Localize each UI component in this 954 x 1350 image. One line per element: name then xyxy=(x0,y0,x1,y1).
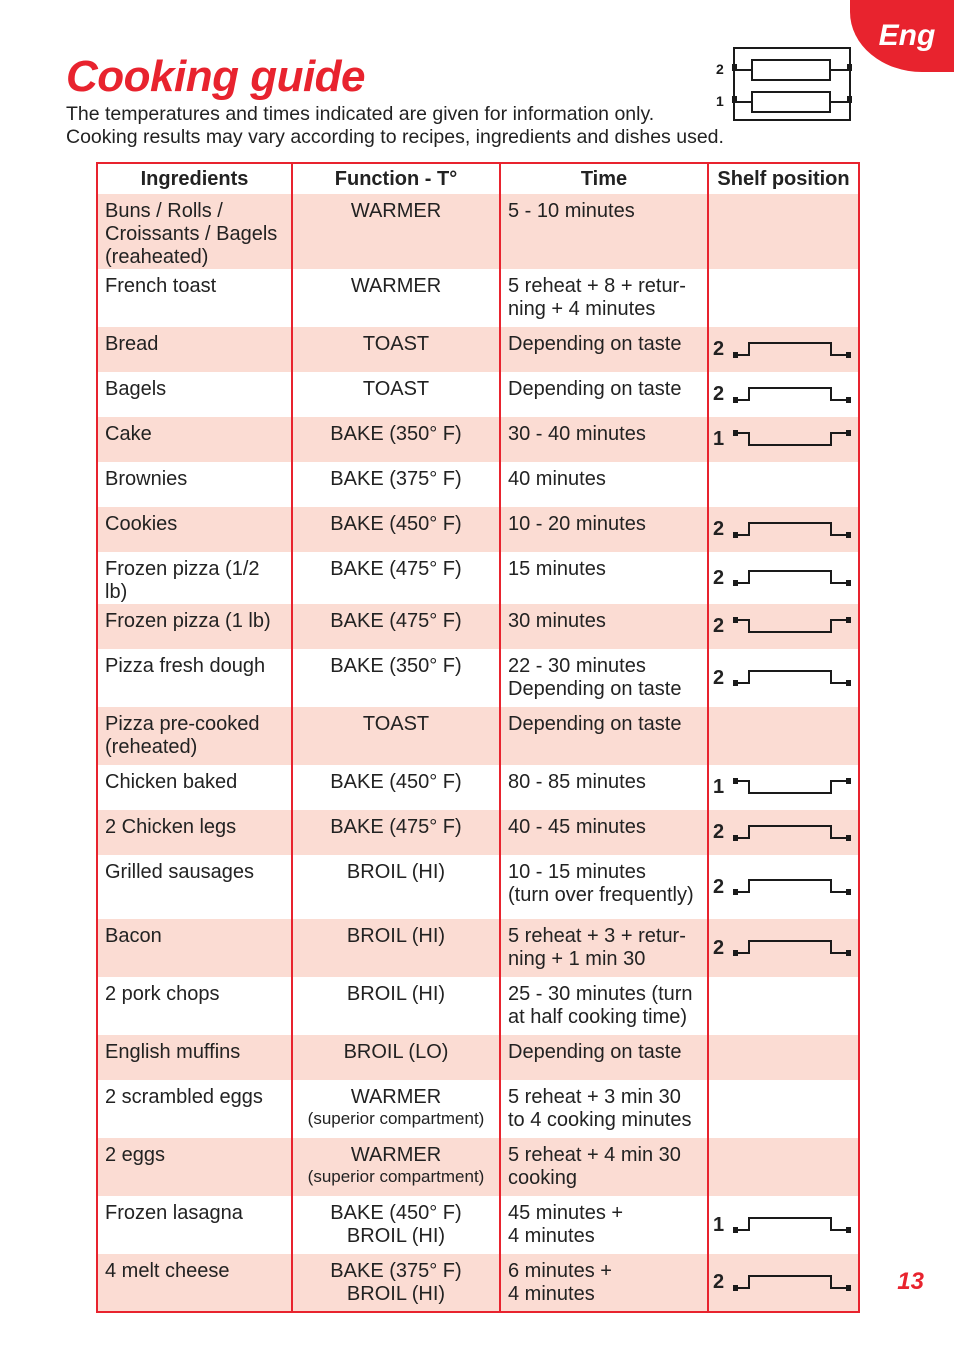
time-line: 6 minutes + xyxy=(508,1260,612,1282)
shelf-cell xyxy=(708,919,859,977)
time-cell xyxy=(500,417,708,462)
shelf-legend-upper: 2 xyxy=(716,61,724,77)
rack-low-icon xyxy=(733,666,853,690)
function-cell xyxy=(292,327,500,372)
shelf-cell xyxy=(708,1196,859,1254)
function-line: BROIL (HI) xyxy=(346,1225,446,1247)
time-cell xyxy=(500,269,708,327)
time-line: Depending on taste xyxy=(508,678,682,700)
rack-low-icon xyxy=(733,383,853,407)
shelf-cell xyxy=(708,327,859,372)
function-cell xyxy=(292,1196,500,1254)
time-cell xyxy=(500,977,708,1035)
ingredient-cell xyxy=(97,462,292,507)
rack-low-icon xyxy=(733,1271,853,1295)
shelf-number: 2 xyxy=(713,666,725,689)
shelf-cell xyxy=(708,417,859,462)
time-line: 10 - 20 minutes xyxy=(508,513,646,535)
table-row xyxy=(97,372,859,417)
language-label: Eng xyxy=(878,19,936,52)
function-cell xyxy=(292,604,500,649)
ingredient-line: 2 pork chops xyxy=(105,983,220,1005)
rack-high-icon xyxy=(733,428,853,452)
table-row xyxy=(97,507,859,552)
function-note: (superior compartment) xyxy=(307,1167,485,1186)
header-time: Time xyxy=(500,163,708,194)
oven-shelf-diagram-icon xyxy=(710,44,860,124)
function-line: BROIL (LO) xyxy=(343,1041,449,1063)
time-line: 30 - 40 minutes xyxy=(508,423,646,445)
rack-low-icon xyxy=(733,875,853,899)
function-cell xyxy=(292,810,500,855)
time-line: 40 - 45 minutes xyxy=(508,816,646,838)
time-line: to 4 cooking minutes xyxy=(508,1109,692,1131)
rack-high-icon xyxy=(733,615,853,639)
shelf-indicator xyxy=(713,507,854,552)
time-cell xyxy=(500,372,708,417)
shelf-number: 1 xyxy=(713,428,725,450)
function-line: BAKE (450° F) xyxy=(330,513,462,535)
ingredient-line: Cookies xyxy=(105,513,178,535)
table-row xyxy=(97,194,859,269)
shelf-indicator xyxy=(713,417,854,462)
function-note: (superior compartment) xyxy=(307,1109,485,1128)
ingredient-line: Frozen pizza (1 lb) xyxy=(105,610,271,632)
function-line: WARMER xyxy=(350,275,442,297)
page-title: Cooking guide xyxy=(66,52,366,101)
table-row xyxy=(97,604,859,649)
shelf-legend-lower: 1 xyxy=(716,93,724,109)
table-row xyxy=(97,417,859,462)
ingredient-line: Bacon xyxy=(105,925,162,947)
function-line: BAKE (475° F) xyxy=(330,610,462,632)
table-row xyxy=(97,919,859,977)
time-line: 5 reheat + 8 + retur- xyxy=(508,275,686,297)
function-cell xyxy=(292,1035,500,1080)
ingredient-line: 2 eggs xyxy=(105,1144,166,1166)
time-cell xyxy=(500,1196,708,1254)
time-line: 25 - 30 minutes (turn xyxy=(508,983,693,1005)
ingredient-line: Chicken baked xyxy=(105,771,238,793)
time-line: at half cooking time) xyxy=(508,1006,687,1028)
ingredient-cell xyxy=(97,552,292,604)
function-cell xyxy=(292,1138,500,1196)
header-function: Function - T° xyxy=(292,163,500,194)
function-cell xyxy=(292,1254,500,1312)
ingredient-line: (reheated) xyxy=(105,736,198,758)
function-line: BROIL (HI) xyxy=(346,861,446,883)
language-tab xyxy=(850,0,954,72)
ingredient-line: English muffins xyxy=(105,1041,241,1063)
shelf-number: 2 xyxy=(713,821,725,843)
shelf-cell xyxy=(708,765,859,810)
time-cell xyxy=(500,855,708,919)
shelf-indicator xyxy=(713,810,854,855)
page-number: 13 xyxy=(897,1268,924,1295)
time-cell xyxy=(500,1080,708,1138)
intro-line-2: Cooking results may vary according to recipes, ingredients and dishes used. xyxy=(66,126,724,148)
ingredient-line: Pizza fresh dough xyxy=(105,655,266,677)
time-cell xyxy=(500,1035,708,1080)
time-line: cooking xyxy=(508,1167,577,1189)
function-cell xyxy=(292,977,500,1035)
ingredient-line: Buns / Rolls / xyxy=(105,200,223,222)
shelf-indicator xyxy=(713,649,854,707)
rack-low-icon xyxy=(733,936,853,960)
time-cell xyxy=(500,507,708,552)
function-cell xyxy=(292,765,500,810)
function-line: BROIL (HI) xyxy=(346,1283,446,1305)
time-cell xyxy=(500,649,708,707)
shelf-cell xyxy=(708,810,859,855)
ingredient-line: Bread xyxy=(105,333,159,355)
function-line: BAKE (350° F) xyxy=(330,423,462,445)
shelf-cell xyxy=(708,462,859,507)
table-row xyxy=(97,1138,859,1196)
ingredient-cell xyxy=(97,1254,292,1312)
time-line: ning + 4 minutes xyxy=(508,298,656,320)
function-cell xyxy=(292,269,500,327)
ingredient-cell xyxy=(97,417,292,462)
cooking-guide-table xyxy=(96,162,860,1313)
ingredient-cell xyxy=(97,604,292,649)
shelf-cell xyxy=(708,1035,859,1080)
shelf-number: 2 xyxy=(713,936,725,959)
function-line: BAKE (375° F) xyxy=(330,468,462,490)
ingredient-cell xyxy=(97,269,292,327)
table-row xyxy=(97,269,859,327)
function-line: BAKE (350° F) xyxy=(330,655,462,677)
shelf-cell xyxy=(708,649,859,707)
shelf-cell xyxy=(708,1080,859,1138)
table-row xyxy=(97,855,859,919)
time-line: (turn over frequently) xyxy=(508,884,694,906)
rack-low-icon xyxy=(733,566,853,590)
ingredient-line: Croissants / Bagels xyxy=(105,223,278,245)
time-cell xyxy=(500,462,708,507)
function-line: TOAST xyxy=(362,378,430,400)
time-line: 4 minutes xyxy=(508,1283,595,1305)
table-row xyxy=(97,1196,859,1254)
time-line: 5 reheat + 3 min 30 xyxy=(508,1086,681,1108)
ingredient-cell xyxy=(97,765,292,810)
function-cell xyxy=(292,194,500,269)
shelf-cell xyxy=(708,977,859,1035)
intro-line-1: The temperatures and times indicated are given for information only. xyxy=(66,103,655,125)
shelf-number: 2 xyxy=(713,566,725,589)
ingredient-cell xyxy=(97,1080,292,1138)
table-row xyxy=(97,552,859,604)
function-line: WARMER xyxy=(350,1144,442,1166)
ingredient-cell xyxy=(97,977,292,1035)
function-cell xyxy=(292,372,500,417)
function-line: BAKE (450° F) xyxy=(330,1202,462,1224)
time-line: Depending on taste xyxy=(508,378,682,400)
time-line: 10 - 15 minutes xyxy=(508,861,646,883)
ingredient-line: Frozen lasagna xyxy=(105,1202,243,1224)
table-row xyxy=(97,765,859,810)
function-line: BAKE (450° F) xyxy=(330,771,462,793)
table-row xyxy=(97,707,859,765)
rack-low-icon xyxy=(733,338,853,362)
shelf-number: 2 xyxy=(713,615,725,637)
ingredient-line: Bagels xyxy=(105,378,167,400)
ingredient-line: Pizza pre-cooked xyxy=(105,713,260,735)
rack-low-icon xyxy=(733,1213,853,1237)
table-row xyxy=(97,327,859,372)
shelf-cell xyxy=(708,604,859,649)
ingredient-line: 2 Chicken legs xyxy=(105,816,237,838)
function-cell xyxy=(292,855,500,919)
ingredient-line: (reaheated) xyxy=(105,246,209,268)
shelf-cell xyxy=(708,855,859,919)
table-row xyxy=(97,810,859,855)
shelf-number: 2 xyxy=(713,338,725,360)
rack-high-icon xyxy=(733,776,853,800)
shelf-number: 1 xyxy=(713,1213,725,1236)
time-line: 45 minutes + xyxy=(508,1202,624,1224)
shelf-indicator xyxy=(713,372,854,417)
time-cell xyxy=(500,194,708,269)
shelf-number: 2 xyxy=(713,1271,725,1293)
time-cell xyxy=(500,810,708,855)
function-cell xyxy=(292,919,500,977)
time-line: 15 minutes xyxy=(508,558,606,580)
time-line: 4 minutes xyxy=(508,1225,595,1247)
ingredient-line: Frozen pizza (1/2 lb) xyxy=(105,558,260,603)
ingredient-line: Cake xyxy=(105,423,152,445)
rack-low-icon xyxy=(733,518,853,542)
time-line: 30 minutes xyxy=(508,610,606,632)
shelf-indicator xyxy=(713,855,854,919)
shelf-cell xyxy=(708,194,859,269)
ingredient-cell xyxy=(97,372,292,417)
shelf-indicator xyxy=(713,765,854,810)
shelf-indicator xyxy=(713,552,854,604)
table-row xyxy=(97,649,859,707)
ingredient-line: Brownies xyxy=(105,468,188,490)
ingredient-cell xyxy=(97,194,292,269)
shelf-cell xyxy=(708,507,859,552)
ingredient-cell xyxy=(97,919,292,977)
time-line: Depending on taste xyxy=(508,1041,682,1063)
shelf-cell xyxy=(708,552,859,604)
shelf-number: 2 xyxy=(713,518,725,540)
time-line: ning + 1 min 30 xyxy=(508,948,646,970)
time-cell xyxy=(500,765,708,810)
shelf-cell xyxy=(708,1138,859,1196)
shelf-indicator xyxy=(713,604,854,649)
ingredient-line: French toast xyxy=(105,275,217,297)
shelf-indicator xyxy=(713,1254,854,1311)
ingredient-cell xyxy=(97,810,292,855)
time-cell xyxy=(500,327,708,372)
ingredient-cell xyxy=(97,327,292,372)
time-cell xyxy=(500,919,708,977)
ingredient-line: 4 melt cheese xyxy=(105,1260,230,1282)
table-header-row xyxy=(97,163,859,194)
time-line: 5 reheat + 4 min 30 xyxy=(508,1144,681,1166)
shelf-cell xyxy=(708,707,859,765)
function-cell xyxy=(292,707,500,765)
time-cell xyxy=(500,707,708,765)
function-line: BROIL (HI) xyxy=(346,983,446,1005)
ingredient-cell xyxy=(97,507,292,552)
table-row xyxy=(97,1254,859,1312)
time-line: 80 - 85 minutes xyxy=(508,771,646,793)
function-line: TOAST xyxy=(362,333,430,355)
function-cell xyxy=(292,462,500,507)
function-line: WARMER xyxy=(350,1086,442,1108)
shelf-number: 2 xyxy=(713,383,725,405)
ingredient-cell xyxy=(97,1138,292,1196)
shelf-indicator xyxy=(713,919,854,977)
function-cell xyxy=(292,507,500,552)
table-row xyxy=(97,1035,859,1080)
time-line: 40 minutes xyxy=(508,468,606,490)
time-line: 22 - 30 minutes xyxy=(508,655,646,677)
ingredient-cell xyxy=(97,1035,292,1080)
ingredient-line: Grilled sausages xyxy=(105,861,254,883)
function-line: BAKE (475° F) xyxy=(330,816,462,838)
shelf-cell xyxy=(708,269,859,327)
time-line: Depending on taste xyxy=(508,333,682,355)
shelf-indicator xyxy=(713,1196,854,1254)
function-cell xyxy=(292,417,500,462)
time-cell xyxy=(500,1254,708,1312)
function-cell xyxy=(292,552,500,604)
time-line: Depending on taste xyxy=(508,713,682,735)
shelf-cell xyxy=(708,1254,859,1312)
function-line: TOAST xyxy=(362,713,430,735)
table-row xyxy=(97,462,859,507)
function-line: BAKE (375° F) xyxy=(330,1260,462,1282)
function-cell xyxy=(292,649,500,707)
time-line: 5 reheat + 3 + retur- xyxy=(508,925,686,947)
ingredient-cell xyxy=(97,707,292,765)
header-shelf-position: Shelf position xyxy=(708,163,859,194)
rack-low-icon xyxy=(733,821,853,845)
shelf-indicator xyxy=(713,327,854,372)
ingredient-cell xyxy=(97,1196,292,1254)
time-cell xyxy=(500,552,708,604)
intro-text xyxy=(66,103,786,149)
ingredient-line: 2 scrambled eggs xyxy=(105,1086,263,1108)
time-cell xyxy=(500,604,708,649)
shelf-cell xyxy=(708,372,859,417)
time-cell xyxy=(500,1138,708,1196)
function-line: BAKE (475° F) xyxy=(330,558,462,580)
ingredient-cell xyxy=(97,855,292,919)
shelf-number: 2 xyxy=(713,875,725,898)
time-line: 5 - 10 minutes xyxy=(508,200,635,222)
table-row xyxy=(97,1080,859,1138)
ingredient-cell xyxy=(97,649,292,707)
function-line: BROIL (HI) xyxy=(346,925,446,947)
function-cell xyxy=(292,1080,500,1138)
shelf-number: 1 xyxy=(713,776,725,798)
function-line: WARMER xyxy=(350,200,442,222)
header-ingredients: Ingredients xyxy=(97,163,292,194)
table-row xyxy=(97,977,859,1035)
